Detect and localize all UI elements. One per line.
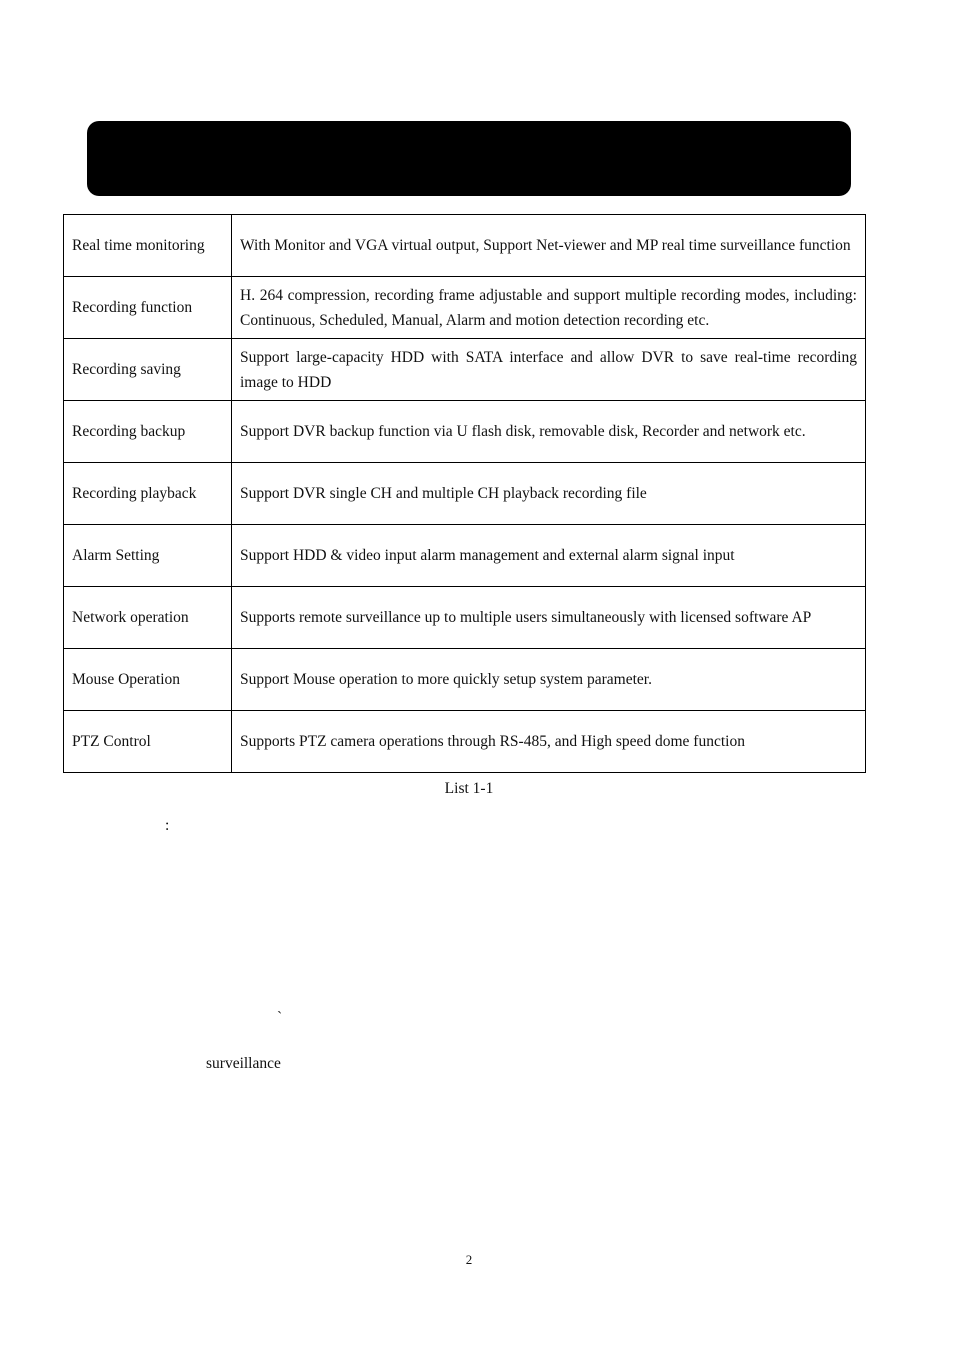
table-row (64, 525, 866, 587)
feature-name: Real time monitoring (64, 215, 232, 277)
feature-name: Mouse Operation (64, 649, 232, 711)
feature-name: PTZ Control (64, 711, 232, 773)
feature-table (63, 214, 866, 773)
feature-name: Recording playback (64, 463, 232, 525)
text-fragment-colon: : (165, 817, 170, 834)
feature-description: Supports PTZ camera operations through RS-485, and High speed dome function (232, 711, 866, 773)
table-row (64, 339, 866, 401)
feature-name: Recording function (64, 277, 232, 339)
page-number: 2 (465, 1252, 473, 1267)
text-fragment-backtick: ` (277, 1009, 283, 1026)
table-row (64, 215, 866, 277)
table-row (64, 463, 866, 525)
table-row (64, 649, 866, 711)
feature-name: Recording backup (64, 401, 232, 463)
feature-description: H. 264 compression, recording frame adjustable and support multiple recording modes, including: Continuous, Scheduled, Manual, Alarm and motion detection recording etc. (232, 277, 866, 339)
feature-description: With Monitor and VGA virtual output, Support Net-viewer and MP real time surveillance function (232, 215, 866, 277)
text-fragment-word: surveillance (206, 1055, 281, 1072)
feature-description: Support Mouse operation to more quickly setup system parameter. (232, 649, 866, 711)
table-row (64, 711, 866, 773)
feature-name: Recording saving (64, 339, 232, 401)
table-row (64, 401, 866, 463)
table-row (64, 587, 866, 649)
table-row (64, 277, 866, 339)
section-header-bar (87, 121, 851, 196)
feature-description: Support large-capacity HDD with SATA interface and allow DVR to save real-time recording image to HDD (232, 339, 866, 401)
feature-name: Alarm Setting (64, 525, 232, 587)
feature-description: Support HDD & video input alarm management and external alarm signal input (232, 525, 866, 587)
feature-description: Supports remote surveillance up to multiple users simultaneously with licensed software AP (232, 587, 866, 649)
feature-description: Support DVR backup function via U flash disk, removable disk, Recorder and network etc. (232, 401, 866, 463)
table-caption: List 1-1 (444, 780, 494, 797)
feature-name: Network operation (64, 587, 232, 649)
feature-description: Support DVR single CH and multiple CH playback recording file (232, 463, 866, 525)
